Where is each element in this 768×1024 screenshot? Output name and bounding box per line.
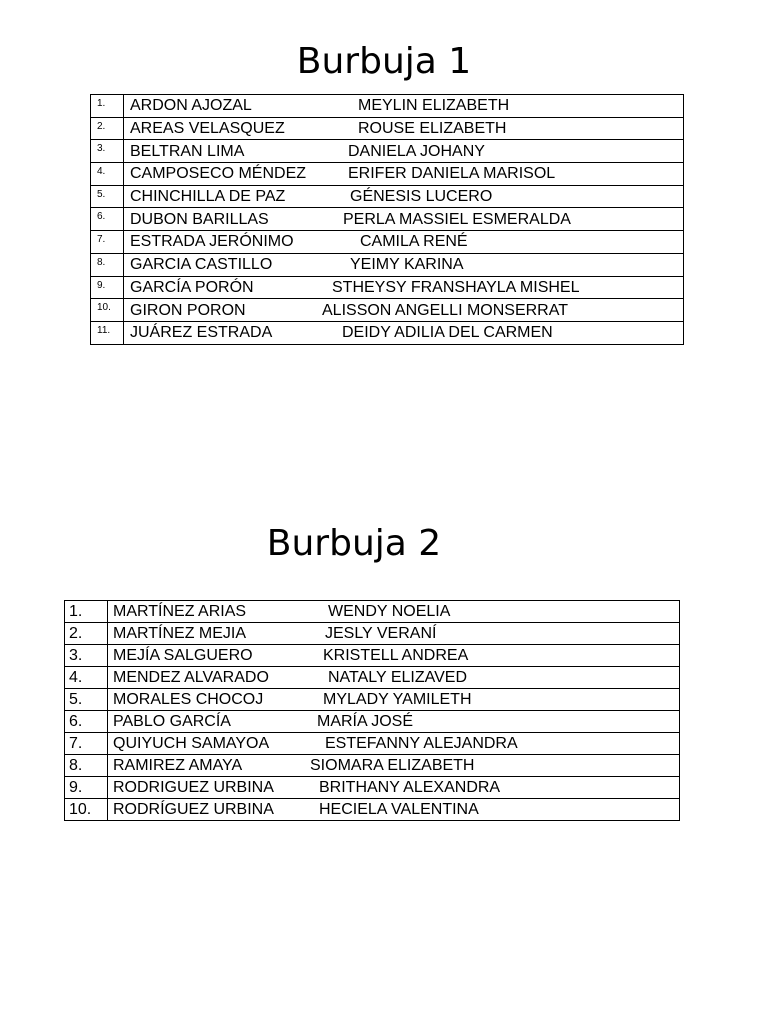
student-name-cell [124, 117, 684, 140]
student-name-cell [124, 185, 684, 208]
row-number: 3. [91, 140, 124, 163]
table-row [91, 253, 684, 276]
student-surname: RODRIGUEZ URBINA [113, 779, 274, 796]
roster-table-burbuja-1 [90, 94, 684, 345]
student-name-cell [108, 799, 680, 821]
table-row [65, 623, 680, 645]
student-surname: MARTÍNEZ ARIAS [113, 603, 247, 620]
student-given-name: DEIDY ADILIA DEL CARMEN [342, 324, 553, 342]
table-row [91, 95, 684, 118]
student-given-name: SIOMARA ELIZABETH [310, 757, 475, 774]
student-name-cell [124, 253, 684, 276]
student-given-name: MYLADY YAMILETH [323, 691, 472, 708]
student-name-cell [124, 299, 684, 322]
student-name-cell [108, 601, 680, 623]
row-number: 5. [65, 689, 108, 711]
table-row [91, 299, 684, 322]
student-given-name: YEIMY KARINA [350, 256, 464, 274]
student-given-name: KRISTELL ANDREA [323, 647, 469, 664]
row-number: 8. [91, 253, 124, 276]
student-given-name: ALISSON ANGELLI MONSERRAT [322, 301, 568, 319]
row-number: 4. [91, 163, 124, 186]
table-row [65, 645, 680, 667]
student-given-name: BRITHANY ALEXANDRA [319, 779, 501, 796]
row-number: 2. [65, 623, 108, 645]
student-name-cell [108, 733, 680, 755]
student-surname: BELTRAN LIMA [130, 142, 245, 160]
student-name-cell [108, 711, 680, 733]
table-row [65, 711, 680, 733]
student-surname: MENDEZ ALVARADO [113, 669, 269, 686]
table-row [91, 117, 684, 140]
table-row [65, 689, 680, 711]
roster-body [65, 601, 680, 821]
student-surname: QUIYUCH SAMAYOA [113, 735, 270, 752]
student-name-cell [108, 755, 680, 777]
student-surname: PABLO GARCÍA [113, 713, 231, 730]
student-name-cell [124, 163, 684, 186]
roster-body [91, 95, 684, 345]
table-row [91, 163, 684, 186]
row-number: 9. [65, 777, 108, 799]
student-surname: ESTRADA JERÓNIMO [130, 233, 294, 251]
student-name-cell [124, 95, 684, 118]
table-row [65, 777, 680, 799]
row-number: 1. [65, 601, 108, 623]
student-name-cell [108, 689, 680, 711]
student-given-name: WENDY NOELIA [328, 603, 451, 620]
row-number: 9. [91, 276, 124, 299]
table-row [91, 140, 684, 163]
student-given-name: HECIELA VALENTINA [319, 801, 479, 818]
student-name-cell [124, 276, 684, 299]
student-surname: GARCIA CASTILLO [130, 256, 273, 274]
table-row [91, 276, 684, 299]
student-name-cell [124, 231, 684, 254]
student-surname: JUÁREZ ESTRADA [130, 324, 273, 342]
row-number: 7. [91, 231, 124, 254]
student-surname: GIRON PORON [130, 301, 246, 319]
row-number: 4. [65, 667, 108, 689]
row-number: 10. [91, 299, 124, 322]
group-title-burbuja-1: Burbuja 1 [296, 41, 472, 82]
table-row [91, 208, 684, 231]
table-row [65, 667, 680, 689]
row-number: 6. [65, 711, 108, 733]
student-given-name: DANIELA JOHANY [348, 142, 485, 160]
table-row [91, 321, 684, 344]
student-name-cell [108, 777, 680, 799]
student-given-name: NATALY ELIZAVED [328, 669, 468, 686]
student-name-cell [124, 321, 684, 344]
student-surname: ARDON AJOZAL [130, 97, 252, 115]
student-given-name: PERLA MASSIEL ESMERALDA [343, 210, 571, 228]
student-surname: GARCÍA PORÓN [130, 278, 254, 296]
student-name-cell [108, 645, 680, 667]
table-row [91, 231, 684, 254]
table-row [65, 733, 680, 755]
group-title-burbuja-2: Burbuja 2 [266, 523, 442, 564]
row-number: 8. [65, 755, 108, 777]
row-number: 7. [65, 733, 108, 755]
student-surname: MORALES CHOCOJ [113, 691, 264, 708]
table-row [91, 185, 684, 208]
student-surname: CAMPOSECO MÉNDEZ [130, 165, 307, 183]
student-name-cell [124, 208, 684, 231]
row-number: 3. [65, 645, 108, 667]
table-row [65, 755, 680, 777]
student-surname: MEJÍA SALGUERO [113, 647, 253, 664]
student-given-name: ERIFER DANIELA MARISOL [348, 165, 556, 183]
row-number: 5. [91, 185, 124, 208]
student-given-name: STHEYSY FRANSHAYLA MISHEL [332, 278, 580, 296]
student-given-name: ESTEFANNY ALEJANDRA [325, 735, 518, 752]
student-given-name: MARÍA JOSÉ [317, 713, 414, 730]
student-given-name: ROUSE ELIZABETH [358, 120, 507, 138]
student-surname: RODRÍGUEZ URBINA [113, 801, 274, 818]
table-row [65, 601, 680, 623]
student-given-name: MEYLIN ELIZABETH [358, 97, 510, 115]
student-surname: CHINCHILLA DE PAZ [130, 188, 286, 206]
student-given-name: CAMILA RENÉ [360, 233, 468, 251]
student-surname: RAMIREZ AMAYA [113, 757, 243, 774]
row-number: 6. [91, 208, 124, 231]
student-name-cell [124, 140, 684, 163]
student-given-name: GÉNESIS LUCERO [350, 188, 493, 206]
student-surname: MARTÍNEZ MEJIA [113, 625, 247, 642]
table-row [65, 799, 680, 821]
row-number: 11. [91, 321, 124, 344]
row-number: 1. [91, 95, 124, 118]
student-given-name: JESLY VERANÍ [325, 625, 437, 642]
student-surname: AREAS VELASQUEZ [130, 120, 285, 138]
student-name-cell [108, 667, 680, 689]
row-number: 2. [91, 117, 124, 140]
student-surname: DUBON BARILLAS [130, 210, 269, 228]
row-number: 10. [65, 799, 108, 821]
roster-table-burbuja-2 [64, 600, 680, 821]
student-name-cell [108, 623, 680, 645]
